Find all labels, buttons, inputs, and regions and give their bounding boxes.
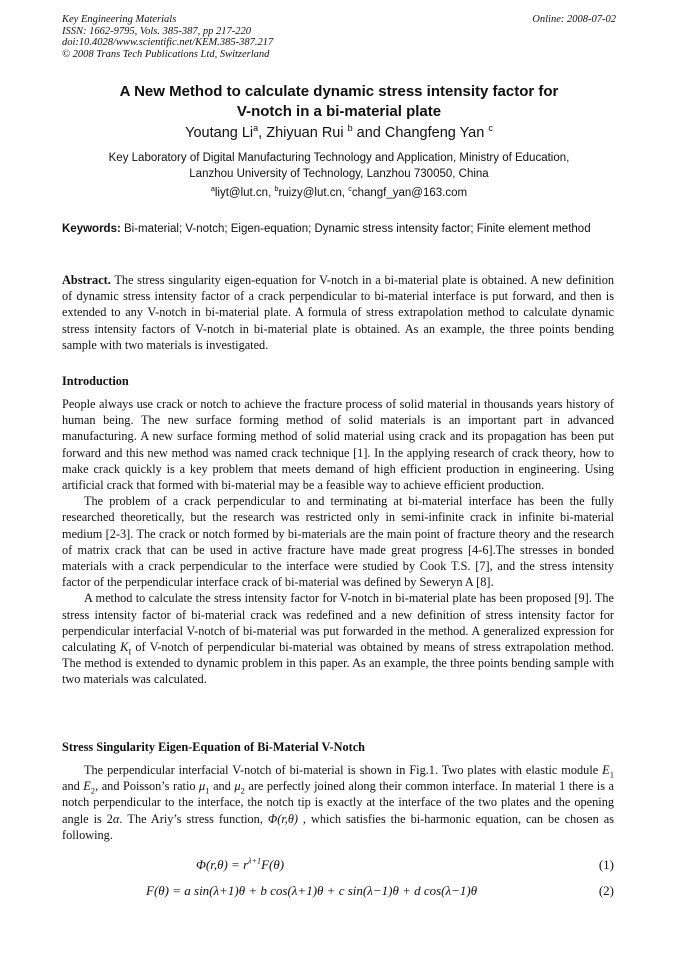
s2-text-4: . The Ariy’s stress function, <box>119 811 268 826</box>
e-symbol-2: E <box>83 779 91 794</box>
equation-1-lhs: Φ(r,θ) = r <box>196 857 249 872</box>
intro-paragraph-3b: of V-notch of perpendicular bi-material was obtained by means of stress extrapolation method. The method is extended to dynamic problem in this paper. As an example, the three points bending sample with two materials was calculated. <box>62 640 614 687</box>
author-3-mark: c <box>488 123 493 134</box>
section-2-paragraph <box>62 762 614 843</box>
email-1: liyt@lut.cn, <box>214 187 275 199</box>
author-separator-1: , <box>258 125 267 141</box>
equation-2: F(θ) = a sin(λ+1)θ + b cos(λ+1)θ + c sin(λ−1)θ + d cos(λ−1)θ <box>146 883 478 898</box>
e-sub-2: 2 <box>90 785 96 796</box>
intro-paragraph-2: The problem of a crack perpendicular to and terminating at bi-material interface has been the fully researched theoretically, but the research was restricted only in semi-infinite crack in infinite bi-material medium [2-3]. The crack or notch formed by bi-materials are the main point of fracture theory and the research of matrix crack that can be used in active fracture have made great progress [4-6].The stresses in bonded materials with a crack perpendicular to the interface were studied by Cook T.S. [7], and the stress intensity factor of the perpendicular interface crack of bi-material was defined by Seweryn A [8]. <box>62 494 614 590</box>
alpha-symbol: α <box>112 811 120 826</box>
equation-1-rhs: F(θ) <box>261 857 285 872</box>
equation-1-number: (1) <box>598 857 614 872</box>
phi-function: Φ(r,θ) <box>267 811 298 826</box>
author-2: Zhiyuan Rui <box>266 125 344 141</box>
title-line-2: V-notch in a bi-material plate <box>236 103 442 120</box>
author-separator-2: and <box>352 125 385 141</box>
k-subscript: I <box>128 646 132 657</box>
intro-paragraph-1: People always use crack or notch to achieve the fracture process of solid material in thousands years history of human being. The new surface forming method of solid materials is an important part in advanced manufacturing. A new surface forming method of solid material using crack and its propagation has been put forward and this new method was named crack technique [1]. In the applying research of crack theory, how to make crack quickly is a key problem that meets demand of high efficient production in engineering. Using artificial crack that formed with bi-material may be a feasible way to achieve efficient production. <box>62 397 614 493</box>
e-sub-1: 1 <box>609 769 614 780</box>
section-heading-introduction: Introduction <box>62 374 129 388</box>
mu-symbol-1: μ <box>199 779 206 794</box>
mu-symbol-2: μ <box>234 779 241 794</box>
equation-1-exponent: λ+1 <box>248 856 262 866</box>
email-1-mark: a <box>210 185 215 194</box>
email-3-mark: c <box>348 185 352 194</box>
email-2-mark: b <box>274 185 279 194</box>
affiliation-line-1: Key Laboratory of Digital Manufacturing Technology and Application, Ministry of Education, <box>108 152 570 164</box>
equation-1 <box>196 857 284 873</box>
section-heading-eigen-equation: Stress Singularity Eigen-Equation of Bi-Material V-Notch <box>62 740 365 754</box>
k-symbol: K <box>120 640 129 655</box>
keywords-label: Keywords: <box>62 223 121 235</box>
abstract-text: The stress singularity eigen-equation for V-notch in a bi-material plate is obtained. A new definition of dynamic stress intensity factor of a crack perpendicular to bi-material interface is put forward, and then is extended to any V-notch in bi-material plate. A formula of stress extrapolation method to calculate dynamic stress intensity factors of V-notch in bi-material plate is obtained. As an example, the three points bending sample with two materials is investigated. <box>62 273 614 352</box>
online-date: Online: 2008-07-02 <box>532 14 616 25</box>
s2-and-2: and <box>209 779 235 794</box>
copyright-line: © 2008 Trans Tech Publications Ltd, Switzerland <box>62 48 270 60</box>
keywords <box>62 222 614 237</box>
keywords-text: Bi-material; V-notch; Eigen-equation; Dynamic stress intensity factor; Finite element method <box>120 223 591 235</box>
doi-line: doi:10.4028/www.scientific.net/KEM.385-387.217 <box>62 37 274 48</box>
author-1: Youtang Li <box>185 125 254 141</box>
section-2-body <box>62 762 614 843</box>
author-3: Changfeng Yan <box>384 125 485 141</box>
abstract <box>62 272 614 353</box>
mu-sub-1: 1 <box>205 785 210 796</box>
issn-line: ISSN: 1662-9795, Vols. 385-387, pp 217-220 <box>62 25 251 37</box>
intro-paragraph-3a: A method to calculate the stress intensity factor for V-notch in bi-material plate has been proposed [9]. The stress intensity factor of bi-material crack was redefined and a new definition of stress intensity factor for perpendicular interfacial V-notch of bi-material was put forwarded in the method. A generalized expression for calculating <box>62 591 614 655</box>
affiliation-line-2: Lanzhou University of Technology, Lanzhou 730050, China <box>189 168 489 180</box>
paper-title <box>62 82 616 122</box>
email-3: changf_yan@163.com <box>351 187 468 199</box>
s2-text-1: The perpendicular interfacial V-notch of bi-material is shown in Fig.1. Two plates with elastic module <box>84 763 603 777</box>
s2-text-2: , and Poisson’s ratio <box>95 779 200 794</box>
intro-paragraph-3 <box>62 590 614 687</box>
affiliation <box>62 150 616 182</box>
email-list <box>62 186 616 201</box>
mu-sub-2: 2 <box>240 785 245 796</box>
author-list <box>62 124 616 142</box>
title-line-1: A New Method to calculate dynamic stress intensity factor for <box>119 83 559 100</box>
s2-text-3: are perfectly joined along their common interface. In material 1 there is a notch perpendicular to the interface, the notch tip is exactly at the interface of the two plates and the opening angle is 2 <box>62 779 614 826</box>
s2-text-5: , which satisfies the bi-harmonic equation, can be chosen as following. <box>62 811 614 842</box>
author-1-mark: a <box>253 123 259 134</box>
introduction-body <box>62 396 614 688</box>
journal-name: Key Engineering Materials <box>62 14 177 25</box>
s2-and-1: and <box>62 779 84 794</box>
equation-2-number: (2) <box>598 883 614 898</box>
journal-header <box>62 14 616 60</box>
email-2: ruizy@lut.cn, <box>278 187 349 199</box>
abstract-label: Abstract. <box>62 273 111 287</box>
author-2-mark: b <box>347 123 353 134</box>
e-symbol-1: E <box>602 763 610 777</box>
